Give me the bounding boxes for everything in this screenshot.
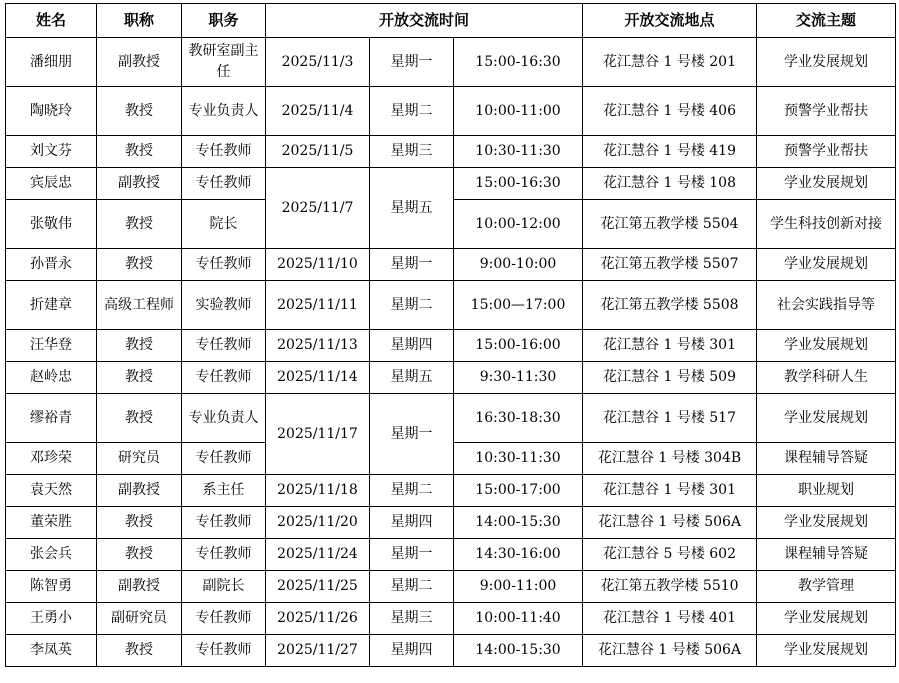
- cell-topic: 教学科研人生: [757, 362, 896, 394]
- cell-title: 高级工程师: [97, 281, 182, 330]
- header-name: 姓名: [6, 4, 97, 38]
- cell-topic: 社会实践指导等: [757, 281, 896, 330]
- cell-weekday: 星期二: [370, 475, 454, 507]
- table-row: [6, 168, 896, 200]
- table-row: [6, 475, 896, 507]
- cell-title: 副教授: [97, 38, 182, 87]
- cell-position: 专任教师: [182, 539, 266, 571]
- cell-location: 花江慧谷 1 号楼 406: [583, 87, 757, 136]
- cell-topic: 学业发展规划: [757, 394, 896, 443]
- cell-name: 孙晋永: [6, 249, 97, 281]
- cell-location: 花江慧谷 1 号楼 506A: [583, 507, 757, 539]
- table-row: [6, 38, 896, 87]
- cell-weekday: 星期五: [370, 362, 454, 394]
- cell-topic: 学业发展规划: [757, 38, 896, 87]
- cell-weekday: 星期四: [370, 635, 454, 667]
- table-row: [6, 281, 896, 330]
- cell-date: 2025/11/13: [266, 330, 370, 362]
- table-row: [6, 136, 896, 168]
- cell-title: 副教授: [97, 475, 182, 507]
- cell-title: 副教授: [97, 168, 182, 200]
- cell-time: 16:30-18:30: [454, 394, 583, 443]
- cell-location: 花江第五教学楼 5508: [583, 281, 757, 330]
- cell-weekday: 星期一: [370, 394, 454, 475]
- cell-location: 花江慧谷 1 号楼 419: [583, 136, 757, 168]
- cell-name: 张会兵: [6, 539, 97, 571]
- cell-name: 刘文芬: [6, 136, 97, 168]
- cell-topic: 学生科技创新对接: [757, 200, 896, 249]
- cell-name: 李凤英: [6, 635, 97, 667]
- cell-name: 折建章: [6, 281, 97, 330]
- cell-position: 副院长: [182, 571, 266, 603]
- cell-date: 2025/11/24: [266, 539, 370, 571]
- cell-name: 袁天然: [6, 475, 97, 507]
- cell-weekday: 星期一: [370, 539, 454, 571]
- cell-topic: 课程辅导答疑: [757, 443, 896, 475]
- cell-time: 15:00-17:00: [454, 475, 583, 507]
- cell-name: 潘细朋: [6, 38, 97, 87]
- cell-time: 9:30-11:30: [454, 362, 583, 394]
- cell-weekday: 星期三: [370, 136, 454, 168]
- cell-date: 2025/11/26: [266, 603, 370, 635]
- cell-weekday: 星期五: [370, 168, 454, 249]
- cell-title: 教授: [97, 539, 182, 571]
- cell-topic: 学业发展规划: [757, 168, 896, 200]
- cell-location: 花江慧谷 1 号楼 108: [583, 168, 757, 200]
- cell-title: 教授: [97, 87, 182, 136]
- cell-topic: 职业规划: [757, 475, 896, 507]
- cell-date: 2025/11/7: [266, 168, 370, 249]
- cell-topic: 学业发展规划: [757, 249, 896, 281]
- cell-name: 陈智勇: [6, 571, 97, 603]
- cell-name: 宾辰忠: [6, 168, 97, 200]
- cell-name: 赵岭忠: [6, 362, 97, 394]
- cell-weekday: 星期一: [370, 249, 454, 281]
- table-row: [6, 394, 896, 443]
- cell-time: 10:00-11:00: [454, 87, 583, 136]
- cell-name: 张敬伟: [6, 200, 97, 249]
- cell-topic: 教学管理: [757, 571, 896, 603]
- cell-date: 2025/11/11: [266, 281, 370, 330]
- cell-position: 专业负责人: [182, 394, 266, 443]
- header-position: 职务: [182, 4, 266, 38]
- cell-title: 教授: [97, 507, 182, 539]
- header-location: 开放交流地点: [583, 4, 757, 38]
- cell-date: 2025/11/10: [266, 249, 370, 281]
- cell-location: 花江慧谷 1 号楼 304B: [583, 443, 757, 475]
- cell-position: 专任教师: [182, 168, 266, 200]
- table-row: [6, 330, 896, 362]
- cell-position: 专任教师: [182, 362, 266, 394]
- cell-title: 教授: [97, 200, 182, 249]
- cell-title: 教授: [97, 362, 182, 394]
- table-row: [6, 362, 896, 394]
- header-title: 职称: [97, 4, 182, 38]
- cell-position: 专任教师: [182, 507, 266, 539]
- cell-time: 10:30-11:30: [454, 136, 583, 168]
- cell-date: 2025/11/14: [266, 362, 370, 394]
- cell-location: 花江慧谷 1 号楼 506A: [583, 635, 757, 667]
- table-row: [6, 571, 896, 603]
- cell-position: 系主任: [182, 475, 266, 507]
- cell-time: 10:00-11:40: [454, 603, 583, 635]
- cell-position: 专任教师: [182, 443, 266, 475]
- cell-date: 2025/11/4: [266, 87, 370, 136]
- schedule-table: [5, 3, 896, 667]
- cell-name: 董荣胜: [6, 507, 97, 539]
- cell-time: 14:00-15:30: [454, 507, 583, 539]
- cell-title: 副研究员: [97, 603, 182, 635]
- cell-time: 9:00-10:00: [454, 249, 583, 281]
- cell-position: 专任教师: [182, 249, 266, 281]
- table-row: [6, 635, 896, 667]
- cell-date: 2025/11/25: [266, 571, 370, 603]
- cell-weekday: 星期三: [370, 603, 454, 635]
- cell-title: 教授: [97, 136, 182, 168]
- cell-topic: 学业发展规划: [757, 330, 896, 362]
- cell-time: 15:00-16:30: [454, 168, 583, 200]
- cell-weekday: 星期二: [370, 571, 454, 603]
- cell-position: 专任教师: [182, 136, 266, 168]
- cell-title: 副教授: [97, 571, 182, 603]
- cell-name: 缪裕青: [6, 394, 97, 443]
- table-row: [6, 603, 896, 635]
- cell-topic: 学业发展规划: [757, 635, 896, 667]
- table-row: [6, 249, 896, 281]
- cell-location: 花江慧谷 1 号楼 301: [583, 330, 757, 362]
- cell-topic: 课程辅导答疑: [757, 539, 896, 571]
- header-topic: 交流主题: [757, 4, 896, 38]
- cell-title: 教授: [97, 635, 182, 667]
- cell-time: 10:00-12:00: [454, 200, 583, 249]
- cell-location: 花江慧谷 1 号楼 201: [583, 38, 757, 87]
- cell-weekday: 星期一: [370, 38, 454, 87]
- cell-position: 专任教师: [182, 603, 266, 635]
- cell-time: 15:00-16:00: [454, 330, 583, 362]
- table-row: [6, 539, 896, 571]
- cell-location: 花江慧谷 1 号楼 301: [583, 475, 757, 507]
- cell-time: 9:00-11:00: [454, 571, 583, 603]
- cell-position: 专任教师: [182, 635, 266, 667]
- header-row: [6, 4, 896, 38]
- cell-time: 14:00-15:30: [454, 635, 583, 667]
- cell-date: 2025/11/20: [266, 507, 370, 539]
- cell-time: 15:00-16:30: [454, 38, 583, 87]
- cell-location: 花江第五教学楼 5510: [583, 571, 757, 603]
- cell-weekday: 星期四: [370, 330, 454, 362]
- cell-location: 花江第五教学楼 5507: [583, 249, 757, 281]
- cell-time: 15:00—17:00: [454, 281, 583, 330]
- cell-position: 专业负责人: [182, 87, 266, 136]
- cell-topic: 学业发展规划: [757, 603, 896, 635]
- cell-time: 14:30-16:00: [454, 539, 583, 571]
- cell-position: 院长: [182, 200, 266, 249]
- cell-name: 陶晓玲: [6, 87, 97, 136]
- cell-name: 王勇小: [6, 603, 97, 635]
- cell-topic: 学业发展规划: [757, 507, 896, 539]
- cell-weekday: 星期二: [370, 87, 454, 136]
- cell-date: 2025/11/17: [266, 394, 370, 475]
- cell-location: 花江慧谷 1 号楼 517: [583, 394, 757, 443]
- cell-weekday: 星期四: [370, 507, 454, 539]
- table-row: [6, 87, 896, 136]
- cell-location: 花江慧谷 5 号楼 602: [583, 539, 757, 571]
- cell-location: 花江第五教学楼 5504: [583, 200, 757, 249]
- cell-title: 教授: [97, 330, 182, 362]
- cell-time: 10:30-11:30: [454, 443, 583, 475]
- cell-title: 研究员: [97, 443, 182, 475]
- cell-topic: 预警学业帮扶: [757, 87, 896, 136]
- cell-position: 教研室副主任: [182, 38, 266, 87]
- cell-title: 教授: [97, 249, 182, 281]
- cell-location: 花江慧谷 1 号楼 401: [583, 603, 757, 635]
- table-row: [6, 507, 896, 539]
- cell-name: 邓珍荣: [6, 443, 97, 475]
- cell-date: 2025/11/27: [266, 635, 370, 667]
- cell-topic: 预警学业帮扶: [757, 136, 896, 168]
- cell-date: 2025/11/3: [266, 38, 370, 87]
- cell-location: 花江慧谷 1 号楼 509: [583, 362, 757, 394]
- cell-name: 汪华登: [6, 330, 97, 362]
- cell-title: 教授: [97, 394, 182, 443]
- cell-position: 实验教师: [182, 281, 266, 330]
- cell-date: 2025/11/18: [266, 475, 370, 507]
- header-time: 开放交流时间: [266, 4, 583, 38]
- cell-position: 专任教师: [182, 330, 266, 362]
- cell-date: 2025/11/5: [266, 136, 370, 168]
- cell-weekday: 星期二: [370, 281, 454, 330]
